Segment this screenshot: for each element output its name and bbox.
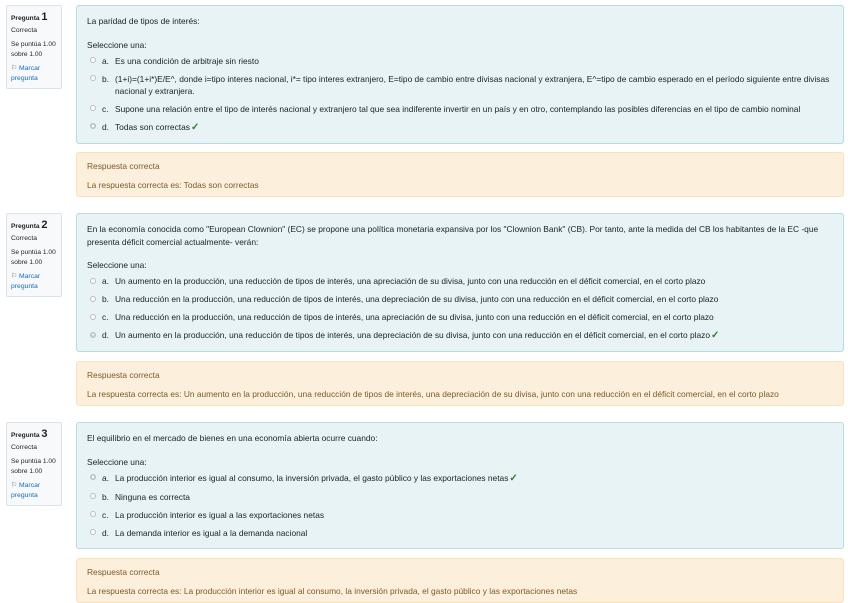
question-outcome bbox=[76, 361, 844, 406]
question-grade: Se puntúa 1.00 sobre 1.00 bbox=[11, 41, 56, 58]
radio-button[interactable] bbox=[90, 75, 96, 81]
answer-option-selected[interactable]: d. Todas son correctas✓ bbox=[87, 121, 833, 134]
answer-prompt: Seleccione una: bbox=[87, 456, 147, 467]
flag-icon: ⚐ bbox=[11, 65, 18, 72]
flag-question-link[interactable]: ⚐ Marcar pregunta bbox=[11, 65, 41, 82]
checkmark-icon: ✓ bbox=[711, 330, 720, 341]
question-number: Pregunta 2 bbox=[11, 219, 48, 231]
question-grade: Se puntúa 1.00 sobre 1.00 bbox=[11, 458, 56, 475]
question-number: Pregunta 1 bbox=[11, 11, 48, 23]
checkmark-icon: ✓ bbox=[509, 472, 518, 484]
answer-prompt: Seleccione una: bbox=[87, 260, 147, 270]
radio-button[interactable] bbox=[90, 511, 96, 517]
answer-option[interactable]: d. La demanda interior es igual a la demanda nacional bbox=[87, 527, 833, 539]
flag-icon: ⚐ bbox=[11, 273, 18, 280]
flag-question-link[interactable]: ⚐ Marcar pregunta bbox=[11, 273, 41, 290]
radio-button-selected[interactable] bbox=[90, 474, 96, 480]
feedback-text: Respuesta correcta bbox=[87, 370, 160, 380]
flag-question-link[interactable]: ⚐ Marcar pregunta bbox=[11, 482, 41, 499]
answer-option-selected[interactable]: a. La producción interior es igual al consumo, la inversión privada, el gasto público y las exportaciones netas✓ bbox=[87, 472, 833, 485]
radio-button[interactable] bbox=[90, 314, 96, 320]
radio-button[interactable] bbox=[90, 493, 96, 499]
flag-icon: ⚐ bbox=[11, 482, 18, 489]
question-number: Pregunta 3 bbox=[11, 428, 48, 440]
answer-option[interactable]: b. Ninguna es correcta bbox=[87, 491, 833, 503]
radio-button[interactable] bbox=[90, 529, 96, 535]
question-grade: Se puntúa 1.00 sobre 1.00 bbox=[11, 249, 56, 266]
question-formulation bbox=[76, 5, 844, 144]
question-state: Correcta bbox=[11, 235, 38, 242]
right-answer-text: La respuesta correcta es: Todas son correctas bbox=[87, 180, 259, 190]
answer-option[interactable]: c. Supone una relación entre el tipo de interés nacional y extranjero tal que sea indiferente invertir en un país y en otro, contemplando las posibles diferencias en el tipo de cambio nominal bbox=[87, 103, 833, 115]
radio-button[interactable] bbox=[90, 278, 96, 284]
right-answer-text: La respuesta correcta es: La producción interior es igual al consumo, la inversión privada, el gasto público y las exportaciones netas bbox=[87, 586, 578, 596]
checkmark-icon: ✓ bbox=[190, 121, 200, 133]
answer-option-selected[interactable]: d. Un aumento en la producción, una reducción de tipos de interés, una depreciación de su divisa, junto con una reducción en el déficit comercial, en el corto plazo✓ bbox=[87, 329, 833, 342]
question-text: La paridad de tipos de interés: bbox=[87, 16, 200, 26]
question-info bbox=[6, 5, 62, 89]
radio-button[interactable] bbox=[90, 296, 96, 302]
feedback-text: Respuesta correcta bbox=[87, 567, 160, 577]
radio-button[interactable] bbox=[90, 105, 96, 111]
question-outcome bbox=[76, 558, 844, 603]
answer-option[interactable]: a. Un aumento en la producción, una reducción de tipos de interés, una apreciación de su divisa, junto con una reducción en el déficit comercial, en el corto plazo bbox=[87, 275, 833, 287]
question-outcome bbox=[76, 152, 844, 197]
question-text: El equilibrio en el mercado de bienes en una economía abierta ocurre cuando: bbox=[87, 433, 378, 443]
radio-button-selected[interactable] bbox=[90, 123, 96, 129]
right-answer-text: La respuesta correcta es: Un aumento en la producción, una reducción de tipos de interés, una depreciación de su divisa, junto con una reducción en el déficit comercial, en el corto plazo bbox=[87, 389, 779, 399]
radio-button-selected[interactable] bbox=[90, 332, 96, 338]
radio-button[interactable] bbox=[90, 57, 96, 63]
answer-option[interactable]: b. Una reducción en la producción, una reducción de tipos de interés, una depreciación de su divisa, junto con una reducción en el déficit comercial, en el corto plazo bbox=[87, 293, 833, 305]
question-text: En la economía conocida como "European Clownion" (EC) se propone una política monetaria expansiva por los "Clownion Bank" (CB). Por tanto, ante la medida del CB los habitantes de la EC -que presenta déficit comercial actualmente- verán: bbox=[87, 224, 819, 247]
question-info bbox=[6, 422, 62, 506]
answer-option[interactable]: c. La producción interior es igual a las exportaciones netas bbox=[87, 509, 833, 521]
feedback-text: Respuesta correcta bbox=[87, 161, 160, 171]
question-state: Correcta bbox=[11, 27, 38, 34]
answer-option[interactable]: b. (1+i)=(1+i*)E/E^, donde i=tipo interes nacional, i*= tipo interes extranjero, E=tipo de cambio entre divisas nacional y extranjera, E^=tipo de cambio esperado en el período siguiente entre divisas nacional y extranjera. bbox=[87, 73, 833, 97]
answer-option[interactable]: a. Es una condición de arbitraje sin riesto bbox=[87, 55, 833, 67]
question-info bbox=[6, 213, 62, 297]
question-state: Correcta bbox=[11, 444, 38, 451]
answer-option[interactable]: c. Una reducción en la producción, una reducción de tipos de interés, una apreciación de su divisa, junto con una reducción en el déficit comercial, en el corto plazo bbox=[87, 311, 833, 323]
answer-prompt: Seleccione una: bbox=[87, 39, 147, 50]
question-formulation bbox=[76, 213, 844, 352]
question-formulation bbox=[76, 422, 844, 549]
